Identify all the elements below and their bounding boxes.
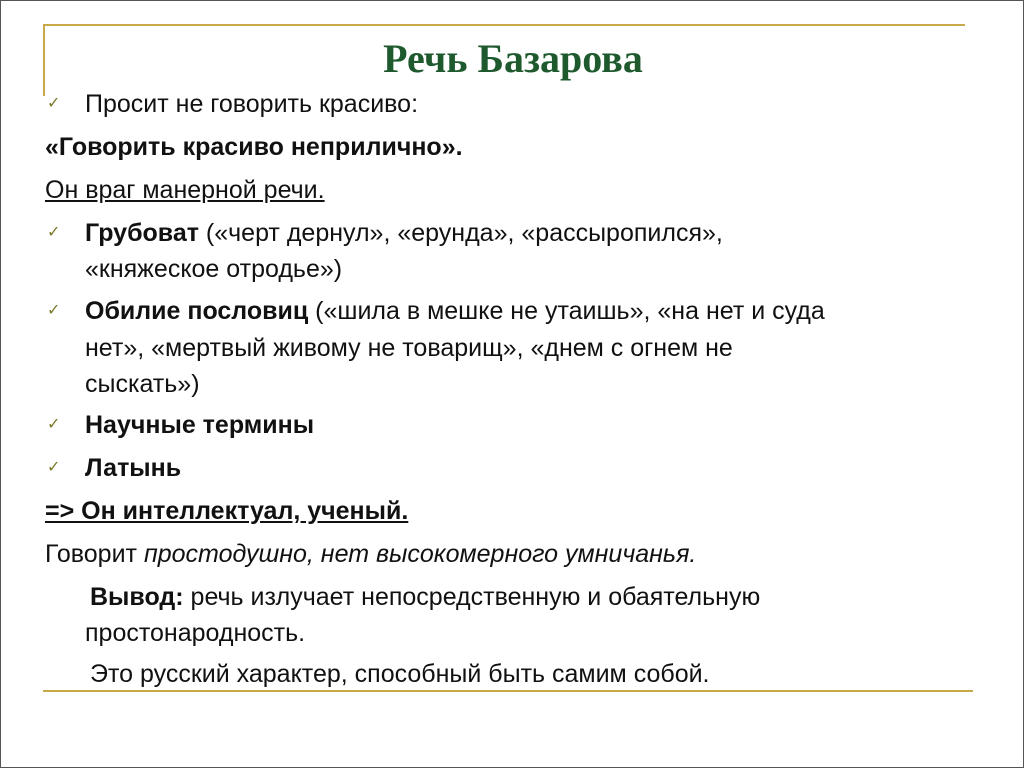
bullet-term: Обилие пословиц [85, 297, 309, 325]
bullet-line: Просит не говорить красиво: [85, 90, 419, 118]
closing-line: Это русский характер, способный быть самим собой. [90, 660, 710, 688]
bullet-line [85, 214, 723, 252]
summary-label: Вывод: [90, 583, 184, 611]
bullet-continuation: «княжеское отродье») [85, 255, 343, 283]
bullet-term: Грубоват [85, 219, 199, 247]
bullet-text: («черт дернул», «ерунда», «рассыропился», [198, 219, 723, 247]
check-icon: ✓ [47, 302, 61, 319]
conclusion-line: => Он интеллектуал, ученый. [45, 497, 409, 525]
summary-text: речь излучает непосредственную и обаятельную [183, 583, 761, 611]
bullet-line [85, 292, 825, 330]
bullet-continuation: нет», «мертвый живому не товарищ», «днем с огнем не [85, 334, 733, 362]
bullet-text: («шила в мешке не утаишь», «на нет и суда [308, 297, 825, 325]
summary-continuation: простонародность. [85, 619, 306, 647]
bottom-rule [43, 690, 973, 692]
bullet-continuation: сыскать») [85, 370, 200, 398]
summary-line [90, 578, 760, 616]
bullet-line: Латынь [85, 454, 182, 482]
statement-line [45, 535, 696, 573]
quote-line: «Говорить красиво неприлично». [45, 133, 463, 161]
slide-title: Речь Базарова [383, 36, 643, 81]
statement-text: Говорит [45, 540, 144, 568]
statement-italic: простодушно, нет высокомерного умничанья. [143, 540, 697, 568]
check-icon: ✓ [47, 416, 61, 433]
statement-line: Он враг манерной речи. [45, 176, 325, 204]
top-rule [43, 24, 965, 26]
check-icon: ✓ [47, 95, 61, 112]
check-icon: ✓ [47, 459, 61, 476]
check-icon: ✓ [47, 224, 61, 241]
bullet-line: Научные термины [85, 411, 315, 439]
